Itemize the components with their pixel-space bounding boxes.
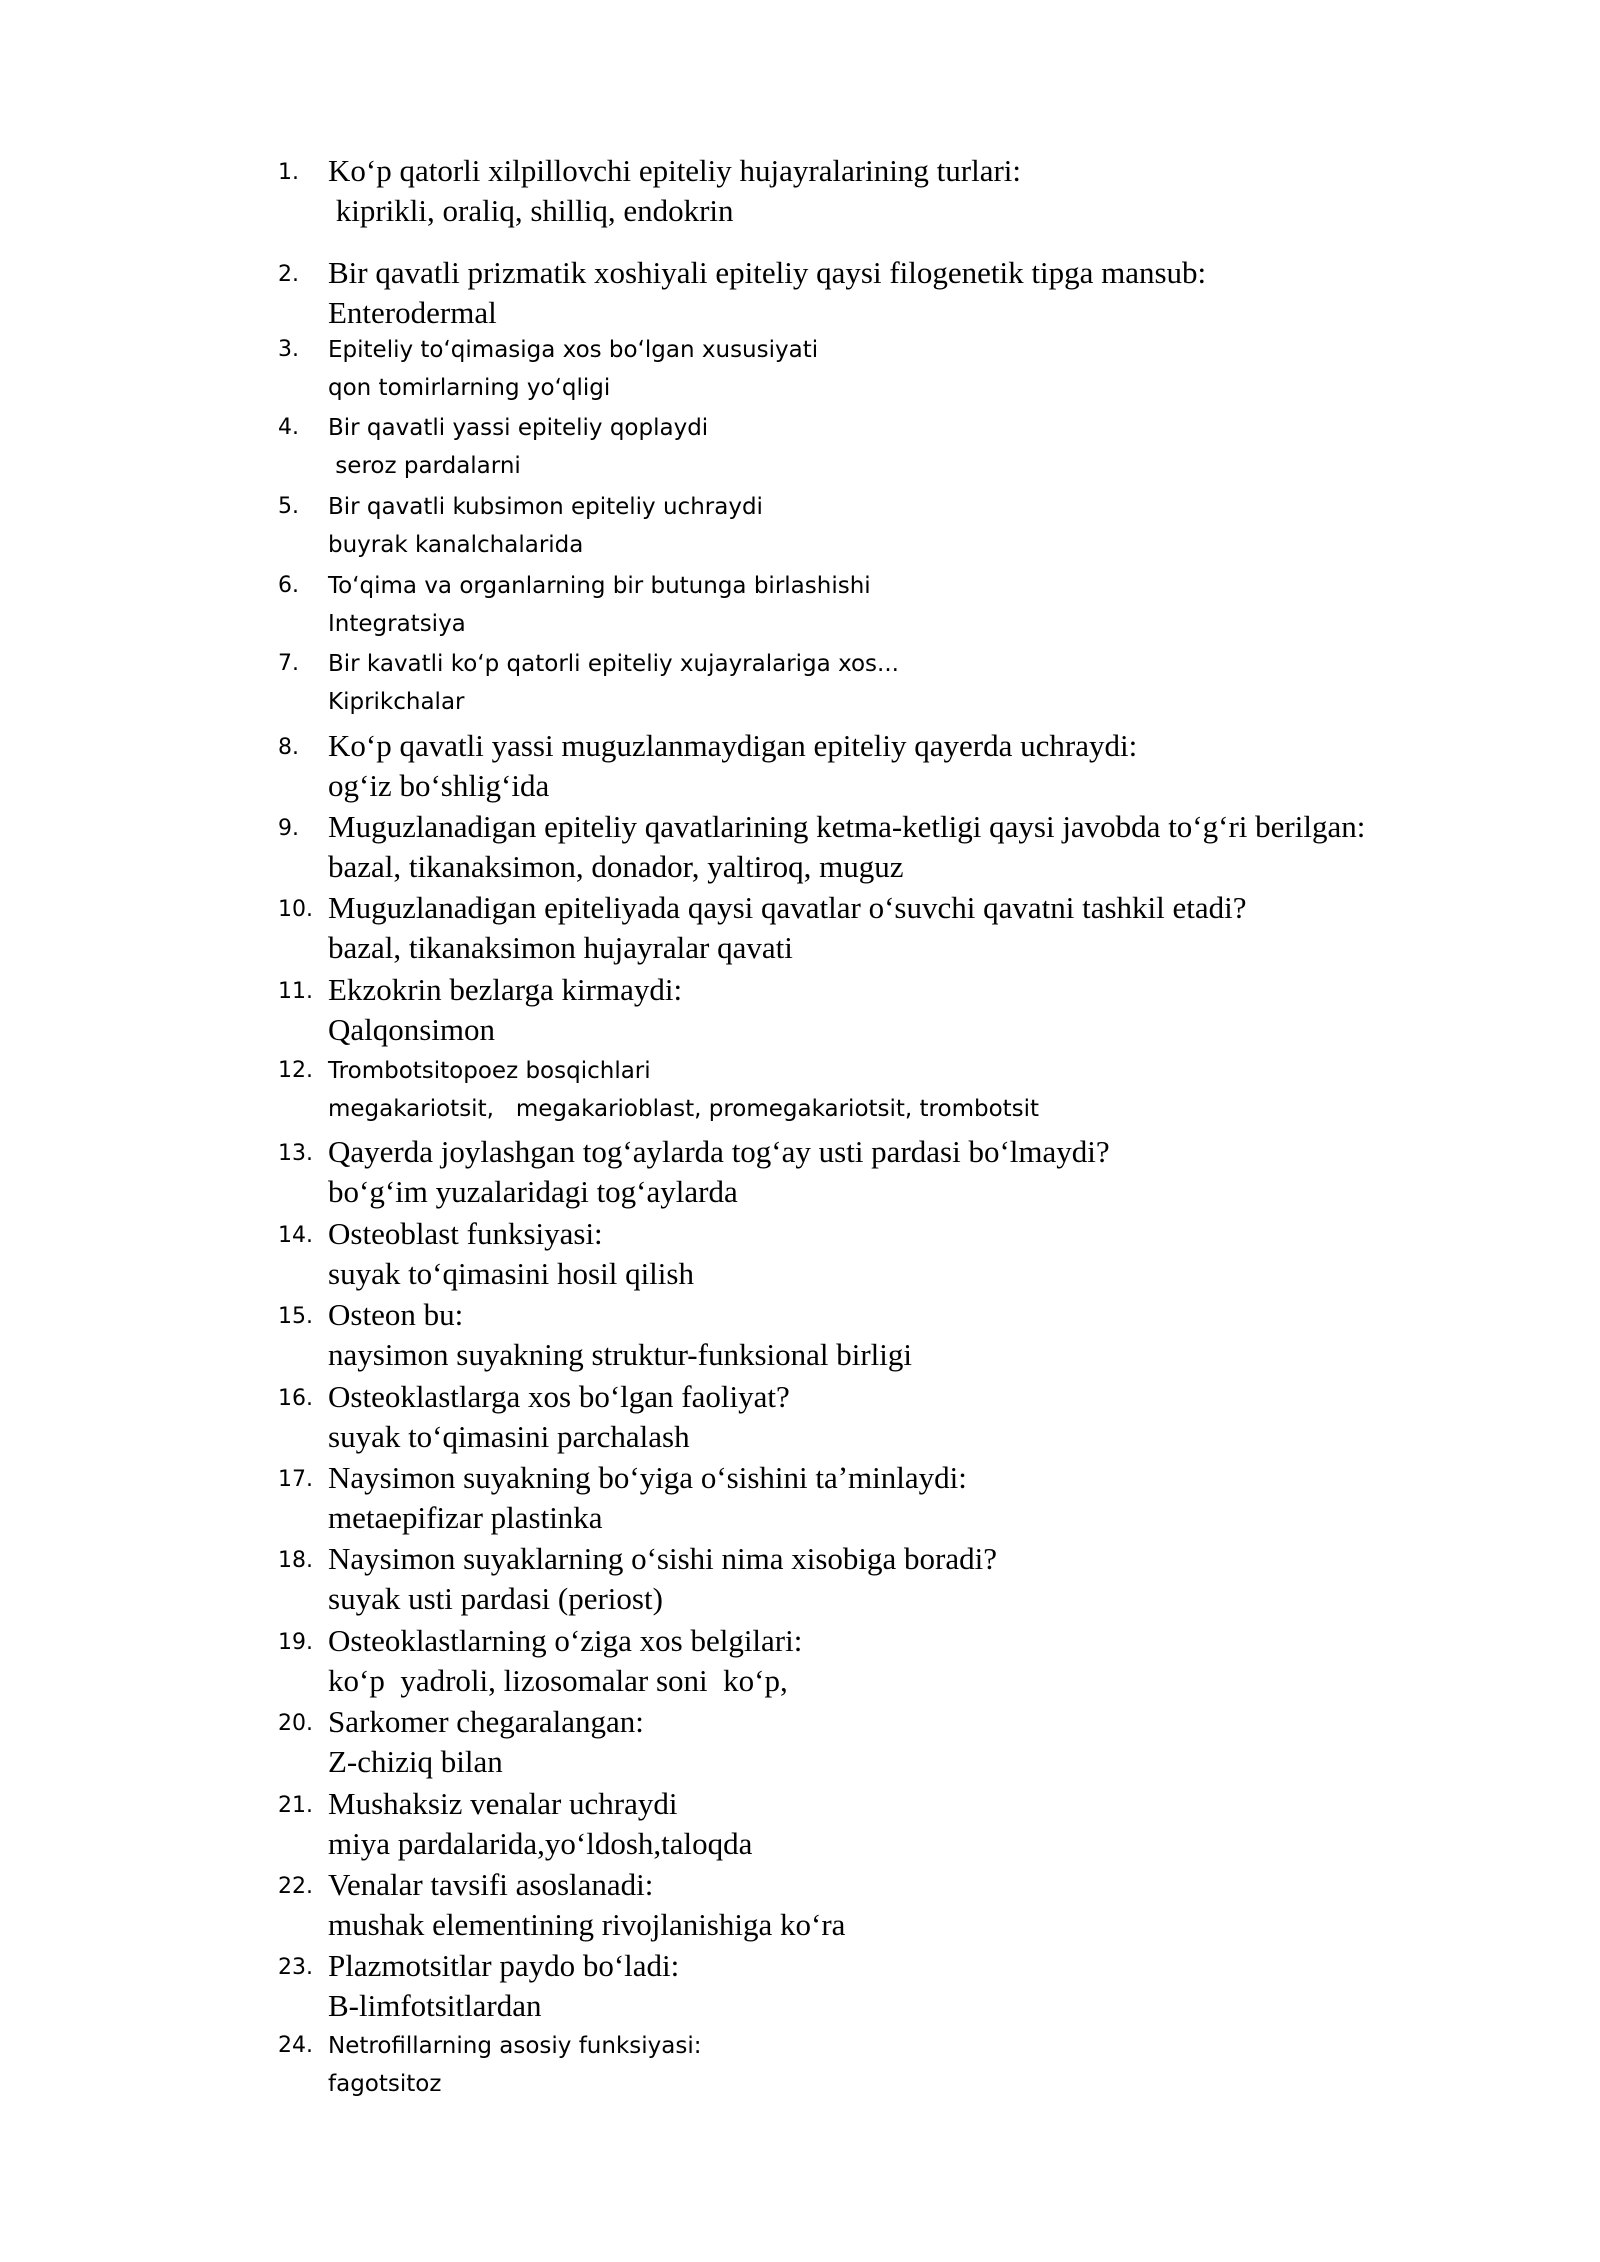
item-number: 24.: [278, 2033, 313, 2058]
item-answer: miya pardalarida,yoʻldosh,taloqda: [328, 1826, 753, 1861]
item-number: 11.: [278, 979, 313, 1004]
item-number: 18.: [278, 1548, 313, 1573]
item-question: Muguzlanadigan epiteliy qavatlarining ketma-ketligi qaysi javobda toʻgʻri berilgan:: [328, 809, 1366, 844]
item-question: Toʻqima va organlarning bir butunga birlashishi: [328, 573, 871, 599]
item-question: Plazmotsitlar paydo boʻladi:: [328, 1948, 680, 1983]
item-number: 16.: [278, 1386, 313, 1411]
item-answer: Enterodermal: [328, 295, 497, 330]
item-number: 6.: [278, 573, 299, 598]
item-number: 3.: [278, 337, 299, 362]
item-question: Bir qavatli yassi epiteliy qoplaydi: [328, 415, 709, 441]
item-answer: bazal, tikanaksimon, donador, yaltiroq, muguz: [328, 849, 904, 884]
item-question: Ekzokrin bezlarga kirmaydi:: [328, 972, 683, 1007]
item-question: Naysimon suyakning boʻyiga oʻsishini taʼminlaydi:: [328, 1460, 967, 1495]
item-question: Bir kavatli koʻp qatorli epiteliy xujayralariga xos...: [328, 651, 899, 677]
item-answer: Z-chiziq bilan: [328, 1744, 503, 1779]
item-answer: bazal, tikanaksimon hujayralar qavati: [328, 930, 793, 965]
item-number: 22.: [278, 1874, 313, 1899]
item-answer: koʻp yadroli, lizosomalar soni koʻp,: [328, 1663, 788, 1698]
item-answer: ogʻiz boʻshligʻida: [328, 768, 550, 803]
item-question: Netrofillarning asosiy funksiyasi:: [328, 2033, 702, 2059]
item-answer: boʻgʻim yuzalaridagi togʻaylarda: [328, 1174, 738, 1209]
item-question: Koʻp qatorli xilpillovchi epiteliy hujayralarining turlari:: [328, 153, 1022, 188]
item-number: 12.: [278, 1058, 313, 1083]
item-question: Osteon bu:: [328, 1297, 464, 1332]
item-question: Osteoblast funksiyasi:: [328, 1216, 603, 1251]
item-number: 2.: [278, 262, 299, 287]
item-number: 21.: [278, 1793, 313, 1818]
item-number: 1.: [278, 160, 299, 185]
item-question: Bir qavatli kubsimon epiteliy uchraydi: [328, 494, 763, 520]
item-number: 7.: [278, 651, 299, 676]
item-question: Venalar tavsifi asoslanadi:: [328, 1867, 654, 1902]
item-question: Naysimon suyaklarning oʻsishi nima xisobiga boradi?: [328, 1541, 997, 1576]
item-number: 14.: [278, 1223, 313, 1248]
item-question: Muguzlanadigan epiteliyada qaysi qavatlar oʻsuvchi qavatni tashkil etadi?: [328, 890, 1247, 925]
item-answer: suyak toʻqimasini parchalash: [328, 1419, 690, 1454]
item-answer: seroz pardalarni: [328, 453, 521, 479]
item-answer: Integratsiya: [328, 611, 466, 637]
item-answer: kiprikli, oraliq, shilliq, endokrin: [328, 193, 734, 228]
item-answer: Kiprikchalar: [328, 689, 465, 715]
item-question: Osteoklastlarning oʻziga xos belgilari:: [328, 1623, 803, 1658]
item-question: Qayerda joylashgan togʻaylarda togʻay usti pardasi boʻlmaydi?: [328, 1134, 1110, 1169]
item-number: 5.: [278, 494, 299, 519]
item-answer: B-limfotsitlardan: [328, 1988, 542, 2023]
item-question: Mushaksiz venalar uchraydi: [328, 1786, 678, 1821]
item-answer: suyak toʻqimasini hosil qilish: [328, 1256, 694, 1291]
item-number: 20.: [278, 1711, 313, 1736]
item-answer: naysimon suyakning struktur-funksional birligi: [328, 1337, 913, 1372]
item-number: 8.: [278, 735, 299, 760]
item-number: 19.: [278, 1630, 313, 1655]
item-number: 10.: [278, 897, 313, 922]
item-answer: qon tomirlarning yoʻqligi: [328, 375, 611, 401]
item-number: 4.: [278, 415, 299, 440]
item-number: 9.: [278, 816, 299, 841]
item-answer: mushak elementining rivojlanishiga koʻra: [328, 1907, 846, 1942]
item-number: 17.: [278, 1467, 313, 1492]
item-question: Epiteliy toʻqimasiga xos boʻlgan xususiyati: [328, 337, 819, 363]
item-answer: buyrak kanalchalarida: [328, 532, 584, 558]
item-number: 23.: [278, 1955, 313, 1980]
item-answer: fagotsitoz: [328, 2071, 442, 2097]
item-question: Osteoklastlarga xos boʻlgan faoliyat?: [328, 1379, 790, 1414]
item-question: Sarkomer chegaralangan:: [328, 1704, 644, 1739]
item-answer: suyak usti pardasi (periost): [328, 1581, 663, 1616]
item-number: 15.: [278, 1304, 313, 1329]
item-answer: megakariotsit, megakarioblast, promegakariotsit, trombotsit: [328, 1096, 1040, 1122]
item-question: Bir qavatli prizmatik xoshiyali epiteliy qaysi filogenetik tipga mansub:: [328, 255, 1207, 290]
item-answer: Qalqonsimon: [328, 1012, 496, 1047]
item-answer: metaepifizar plastinka: [328, 1500, 603, 1535]
item-question: Koʻp qavatli yassi muguzlanmaydigan epiteliy qayerda uchraydi:: [328, 728, 1138, 763]
item-number: 13.: [278, 1141, 313, 1166]
item-question: Trombotsitopoez bosqichlari: [328, 1058, 651, 1084]
